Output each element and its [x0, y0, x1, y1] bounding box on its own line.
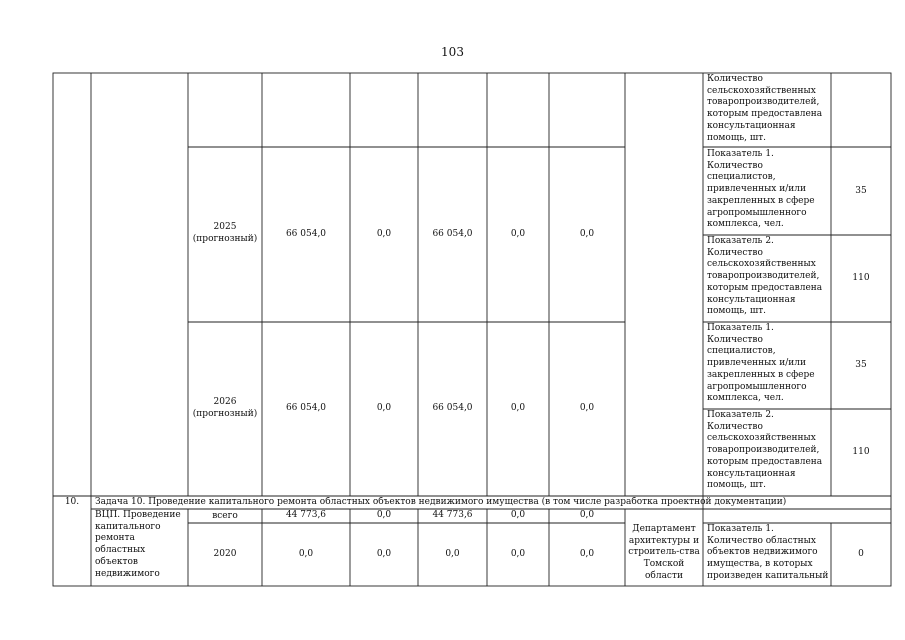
- vcp-total-local: 0,0: [510, 510, 526, 520]
- year-2025-local: 0,0: [510, 229, 526, 239]
- vcp-2020-total: 0,0: [298, 549, 314, 559]
- task-10-number: 10.: [64, 497, 80, 507]
- vcp-total-other: 0,0: [579, 510, 595, 520]
- year-2025-federal: 0,0: [376, 229, 392, 239]
- indicator-farmers-2026: Показатель 2. Количество сельскохозяйственных товаропроизводителей, которым предоставлена консультационная помощь, шт.: [707, 410, 823, 491]
- vcp-total-regional: 44 773,6: [432, 510, 473, 520]
- vcp-2020-federal: 0,0: [376, 549, 392, 559]
- vcp-total-federal: 0,0: [376, 510, 392, 520]
- vcp-2020-executor: Департамент архитектуры и строитель-ства Томской области: [628, 524, 700, 581]
- year-2025-value-1: 35: [855, 186, 867, 196]
- indicator-farmers-continued: Количество сельскохозяйственных товаропроизводителей, которым предоставлена консультационная помощь, шт.: [707, 74, 823, 143]
- vcp-total-label: всего: [212, 511, 238, 521]
- indicator-specialists-2025: Показатель 1. Количество специалистов, привлеченных и/или закрепленных в сфере агропромышленного комплекса, чел.: [707, 149, 815, 230]
- vcp-2020-other: 0,0: [579, 549, 595, 559]
- year-2026-regional: 66 054,0: [432, 403, 473, 413]
- vcp-total-total: 44 773,6: [285, 510, 327, 520]
- indicator-repair-objects: Показатель 1. Количество областных объектов недвижимого имущества, в которых произведен капитальный: [707, 524, 829, 581]
- year-2026-local: 0,0: [510, 403, 526, 413]
- vcp-2020-value: 0: [858, 549, 864, 559]
- indicator-specialists-2026: Показатель 1. Количество специалистов, привлеченных и/или закрепленных в сфере агропромышленного комплекса, чел.: [707, 323, 815, 404]
- year-2026-federal: 0,0: [376, 403, 392, 413]
- page-number: 103: [441, 45, 464, 59]
- year-2026-value-1: 35: [855, 360, 867, 370]
- task-10-title: Задача 10. Проведение капитального ремонта областных объектов недвижимого имущества (в том числе разработка проектной документации): [95, 497, 787, 507]
- year-2025-total: 66 054,0: [285, 229, 327, 239]
- year-2026-label: 2026 (прогнозный): [192, 397, 258, 419]
- vcp-2020-regional: 0,0: [445, 549, 460, 559]
- year-2025-value-2: 110: [852, 273, 870, 283]
- year-2025-other: 0,0: [579, 229, 595, 239]
- indicator-farmers-2025: Показатель 2. Количество сельскохозяйственных товаропроизводителей, которым предоставлена консультационная помощь, шт.: [707, 236, 823, 317]
- year-2026-other: 0,0: [579, 403, 595, 413]
- vcp-2020-local: 0,0: [510, 549, 526, 559]
- year-2025-label: 2025 (прогнозный): [192, 222, 258, 244]
- year-2026-value-2: 110: [852, 447, 870, 457]
- vcp-2020-label: 2020: [213, 549, 237, 559]
- year-2026-total: 66 054,0: [285, 403, 327, 413]
- vcp-name: ВЦП. Проведение капитального ремонта областных объектов недвижимого: [95, 510, 181, 579]
- year-2025-regional: 66 054,0: [432, 229, 473, 239]
